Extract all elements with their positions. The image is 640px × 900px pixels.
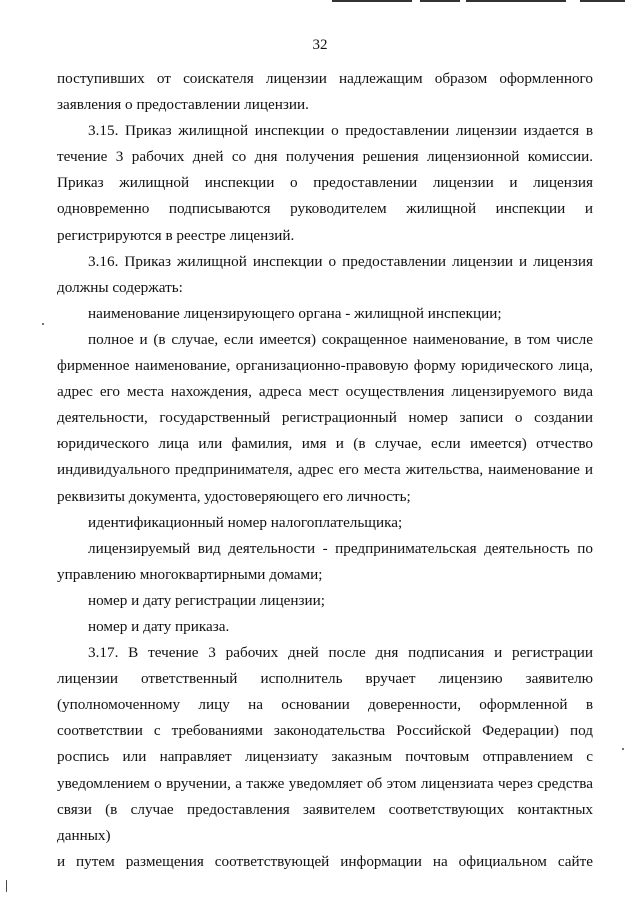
list-item-license-registration: номер и дату регистрации лицензии; <box>88 591 325 609</box>
paragraph-3-17-line: и путем размещения соответствующей информации на официальном сайте <box>57 852 593 870</box>
scan-top-line-left <box>332 0 412 2</box>
paragraph-3-17-line: связи (в случае предоставления заявителем соответствующих контактных данных) <box>57 800 593 844</box>
list-item-activity: лицензируемый вид деятельности - предпринимательская деятельность по управлению многоквартирными домами; <box>57 539 593 583</box>
paragraph-3-15: 3.15. Приказ жилищной инспекции о предоставлении лицензии издается в течение 3 рабочих дней со дня получения решения лицензионной комиссии. Приказ жилищной инспекции о предоставлении лицензии и лицензия одновременно подписываются руководителем жилищной инспекции и регистрируются в реестре лицензий. <box>57 122 593 244</box>
paragraph-3-17-line: уведомлением о вручении, а также уведомляет об этом лицензиата через средства <box>57 774 593 792</box>
paragraph-1: поступивших от соискателя лицензии надлежащим образом оформленного заявления о предоставлении лицензии. <box>57 70 593 114</box>
paragraph-3-16: 3.16. Приказ жилищной инспекции о предоставлении лицензии и лицензия должны содержать: <box>57 252 593 296</box>
scan-top-line-end <box>580 0 625 2</box>
paragraph-3-17-line: роспись или направляет лицензиату заказным почтовым отправлением с <box>57 748 593 766</box>
paragraph-3-17-line: (уполномоченному лицу на основании доверенности, оформленной в <box>57 696 593 714</box>
list-item-full-name: полное и (в случае, если имеется) сокращенное наименование, в том числе фирменное наименование, организационно-правовую форму юридического лица, адрес его места нахождения, адреса мест осуществления лицензируемого вида деятельности, государственный регистрационный номер записи о создании юридического лица или фамилия, имя и (в случае, если имеется) отчество индивидуального предпринимателя, адрес его места жительства, наименование и реквизиты документа, удостоверяющего его личность; <box>57 330 593 505</box>
scan-top-line-right <box>466 0 566 2</box>
scan-speck <box>42 323 44 325</box>
list-item-inn: идентификационный номер налогоплательщика; <box>88 513 403 531</box>
scan-speck <box>622 748 624 750</box>
list-item-organ-name: наименование лицензирующего органа - жилищной инспекции; <box>88 304 502 322</box>
list-item-order-number: номер и дату приказа. <box>88 617 230 635</box>
scan-top-line-mid <box>420 0 460 2</box>
document-body <box>57 66 593 875</box>
paragraph-3-17-line: соответствии с требованиями законодательства Российской Федерации) под <box>57 722 593 740</box>
scan-speck <box>6 880 7 892</box>
paragraph-3-17 <box>57 640 593 875</box>
page-number: 32 <box>312 37 328 53</box>
paragraph-3-17-line: 3.17. В течение 3 рабочих дней после дня подписания и регистрации <box>88 644 593 662</box>
paragraph-3-17-line: лицензии ответственный исполнитель вручает лицензию заявителю <box>57 670 593 688</box>
